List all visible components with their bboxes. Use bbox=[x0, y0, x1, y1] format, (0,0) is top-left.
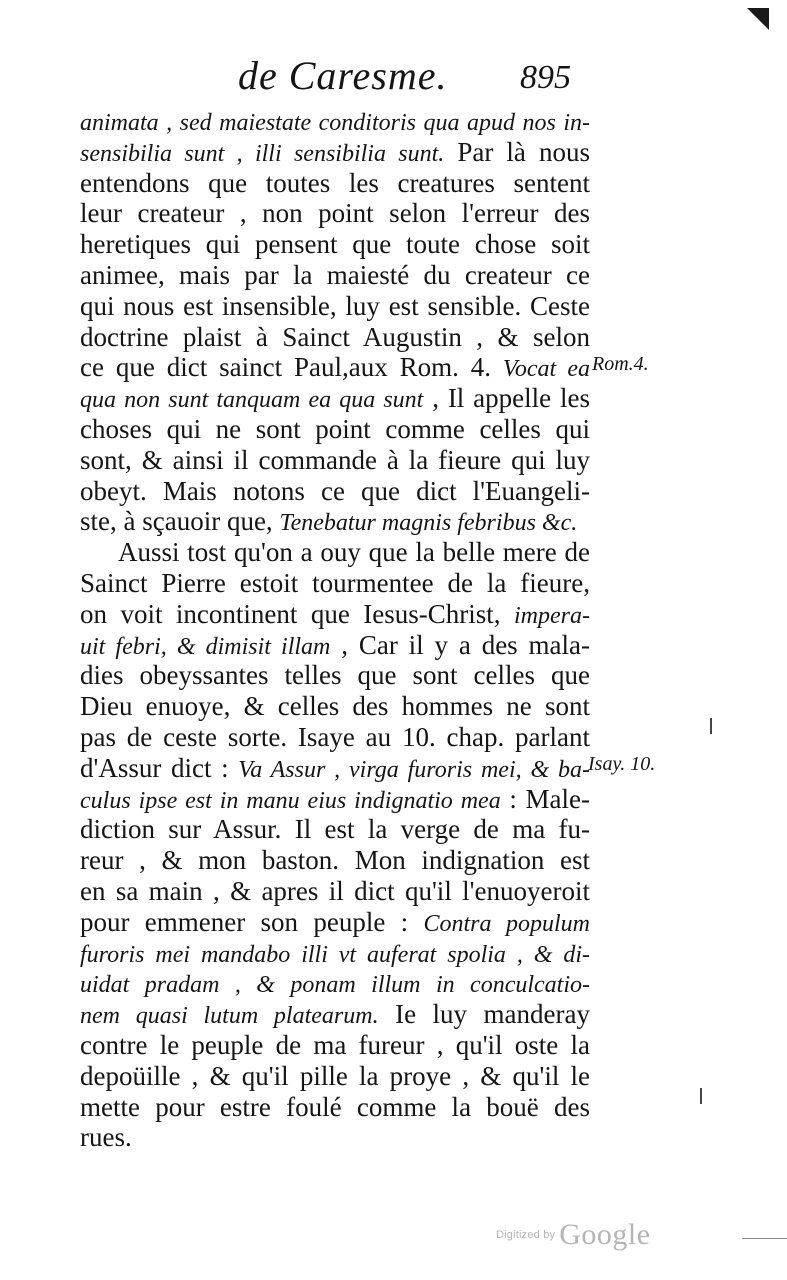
running-title: de Caresme. bbox=[238, 53, 448, 98]
text-line bbox=[80, 291, 590, 322]
text-line bbox=[80, 106, 590, 137]
french-text: choses qui ne sont point comme celles qui bbox=[80, 413, 590, 444]
text-line bbox=[80, 938, 590, 969]
latin-quotation: furoris mei mandabo illi vt auferat spolia , & di- bbox=[80, 941, 590, 968]
french-text: heretiques qui pensent que toute chose soit bbox=[80, 229, 590, 260]
text-line bbox=[80, 352, 590, 383]
french-text: Aussi tost qu'on a ouy que la belle mere de bbox=[118, 537, 590, 568]
text-line bbox=[80, 753, 590, 784]
ink-mark bbox=[700, 1088, 702, 1104]
ink-mark bbox=[710, 718, 712, 734]
french-text: reur , & mon baston. Mon indignation est bbox=[80, 845, 590, 876]
text-line bbox=[80, 137, 590, 168]
text-line bbox=[80, 1092, 590, 1123]
latin-quotation: culus ipse est in manu eius indignatio mea bbox=[80, 787, 501, 814]
text-line bbox=[80, 322, 590, 353]
french-text: leur createur , non point selon l'erreur des bbox=[80, 198, 590, 229]
latin-quotation: Va Assur , virga furoris mei, & ba- bbox=[238, 756, 590, 783]
french-text: obeyt. Mais notons ce que dict l'Euangeli- bbox=[80, 475, 590, 506]
latin-quotation: nem quasi lutum platearum. bbox=[80, 1003, 379, 1030]
google-logo: Google bbox=[559, 1218, 651, 1251]
french-text: , Il appelle les bbox=[423, 383, 590, 414]
latin-quotation: uit febri, & dimisit illam bbox=[80, 633, 331, 660]
text-line bbox=[80, 784, 590, 815]
french-text: sont, & ainsi il commande à la fieure qui luy bbox=[80, 444, 590, 475]
text-line bbox=[80, 445, 590, 476]
text-line bbox=[80, 999, 590, 1030]
french-text: dies obeyssantes telles que sont celles que bbox=[80, 660, 590, 691]
text-line bbox=[80, 876, 590, 907]
text-line bbox=[80, 229, 590, 260]
text-line bbox=[80, 599, 590, 630]
french-text: rues. bbox=[80, 1122, 132, 1153]
french-text: entendons que toutes les creatures sentent bbox=[80, 167, 590, 198]
text-line bbox=[80, 968, 590, 999]
text-line bbox=[80, 198, 590, 229]
watermark-prefix: Digitized by bbox=[496, 1229, 556, 1241]
latin-quotation: qua non sunt tanquam ea qua sunt bbox=[80, 387, 424, 414]
french-text: ste, à sçauoir que, bbox=[80, 506, 280, 537]
french-text: Sainct Pierre estoit tourmentee de la fieure, bbox=[80, 567, 590, 598]
french-text: mette pour estre foulé comme la bouë des bbox=[80, 1091, 590, 1122]
page-number: 895 bbox=[520, 59, 571, 96]
digitized-watermark bbox=[496, 1218, 651, 1250]
text-line bbox=[80, 568, 590, 599]
latin-quotation: Tenebatur magnis febribus &c. bbox=[279, 510, 578, 537]
french-text: , Car il y a des mala- bbox=[330, 629, 590, 660]
french-text: en sa main , & apres il dict qu'il l'enuoyeroit bbox=[80, 875, 590, 906]
french-text: on voit incontinent que Iesus-Christ, bbox=[80, 598, 515, 629]
text-line bbox=[80, 476, 590, 507]
text-line bbox=[80, 260, 590, 291]
latin-quotation: sensibilia sunt , illi sensibilia sunt. bbox=[80, 140, 445, 167]
text-line bbox=[80, 1030, 590, 1061]
french-text: ce que dict sainct Paul,aux Rom. 4. bbox=[80, 352, 503, 383]
text-line bbox=[80, 660, 590, 691]
text-line bbox=[80, 907, 590, 938]
latin-quotation: Contra populum bbox=[423, 910, 591, 937]
text-line bbox=[80, 722, 590, 753]
margin-note-isay: Isay. 10. bbox=[588, 753, 656, 775]
text-line bbox=[80, 691, 590, 722]
french-text: d'Assur dict : bbox=[80, 752, 239, 783]
text-line bbox=[80, 1061, 590, 1092]
running-head bbox=[0, 52, 787, 102]
french-text: : Male- bbox=[500, 783, 590, 814]
french-text: animee, mais par la maiesté du createur ce bbox=[80, 259, 590, 290]
text-line bbox=[80, 630, 590, 661]
text-line bbox=[80, 537, 590, 568]
french-text: pour emmener son peuple : bbox=[80, 906, 424, 937]
text-line bbox=[80, 506, 590, 537]
text-line bbox=[80, 1122, 590, 1153]
french-text: contre le peuple de ma fureur , qu'il oste la bbox=[80, 1029, 590, 1060]
text-line bbox=[80, 814, 590, 845]
body-text bbox=[80, 106, 590, 1153]
text-line bbox=[80, 845, 590, 876]
french-text: Ie luy manderay bbox=[378, 999, 590, 1030]
french-text: Par là nous bbox=[444, 136, 590, 167]
latin-quotation: impera- bbox=[514, 602, 590, 629]
french-text: qui nous est insensible, luy est sensible. Ceste bbox=[80, 290, 590, 321]
latin-quotation: Vocat ea bbox=[502, 356, 590, 383]
corner-fold-mark bbox=[747, 8, 769, 30]
french-text: Dieu enuoye, & celles des hommes ne sont bbox=[80, 691, 590, 722]
text-line bbox=[80, 414, 590, 445]
margin-note-rom: Rom.4. bbox=[592, 353, 649, 375]
french-text: diction sur Assur. Il est la verge de ma fu- bbox=[80, 814, 590, 845]
french-text: doctrine plaist à Sainct Augustin , & selon bbox=[80, 321, 590, 352]
french-text: pas de ceste sorte. Isaye au 10. chap. parlant bbox=[80, 721, 590, 752]
latin-quotation: uidat pradam , & ponam illum in conculcatio- bbox=[80, 972, 590, 999]
text-line bbox=[80, 383, 590, 414]
text-line bbox=[80, 168, 590, 199]
scan-edge-line bbox=[742, 1238, 787, 1239]
french-text: depoüille , & qu'il pille la proye , & qu'il le bbox=[80, 1060, 590, 1091]
latin-quotation: animata , sed maiestate conditoris qua apud nos in- bbox=[80, 110, 590, 136]
